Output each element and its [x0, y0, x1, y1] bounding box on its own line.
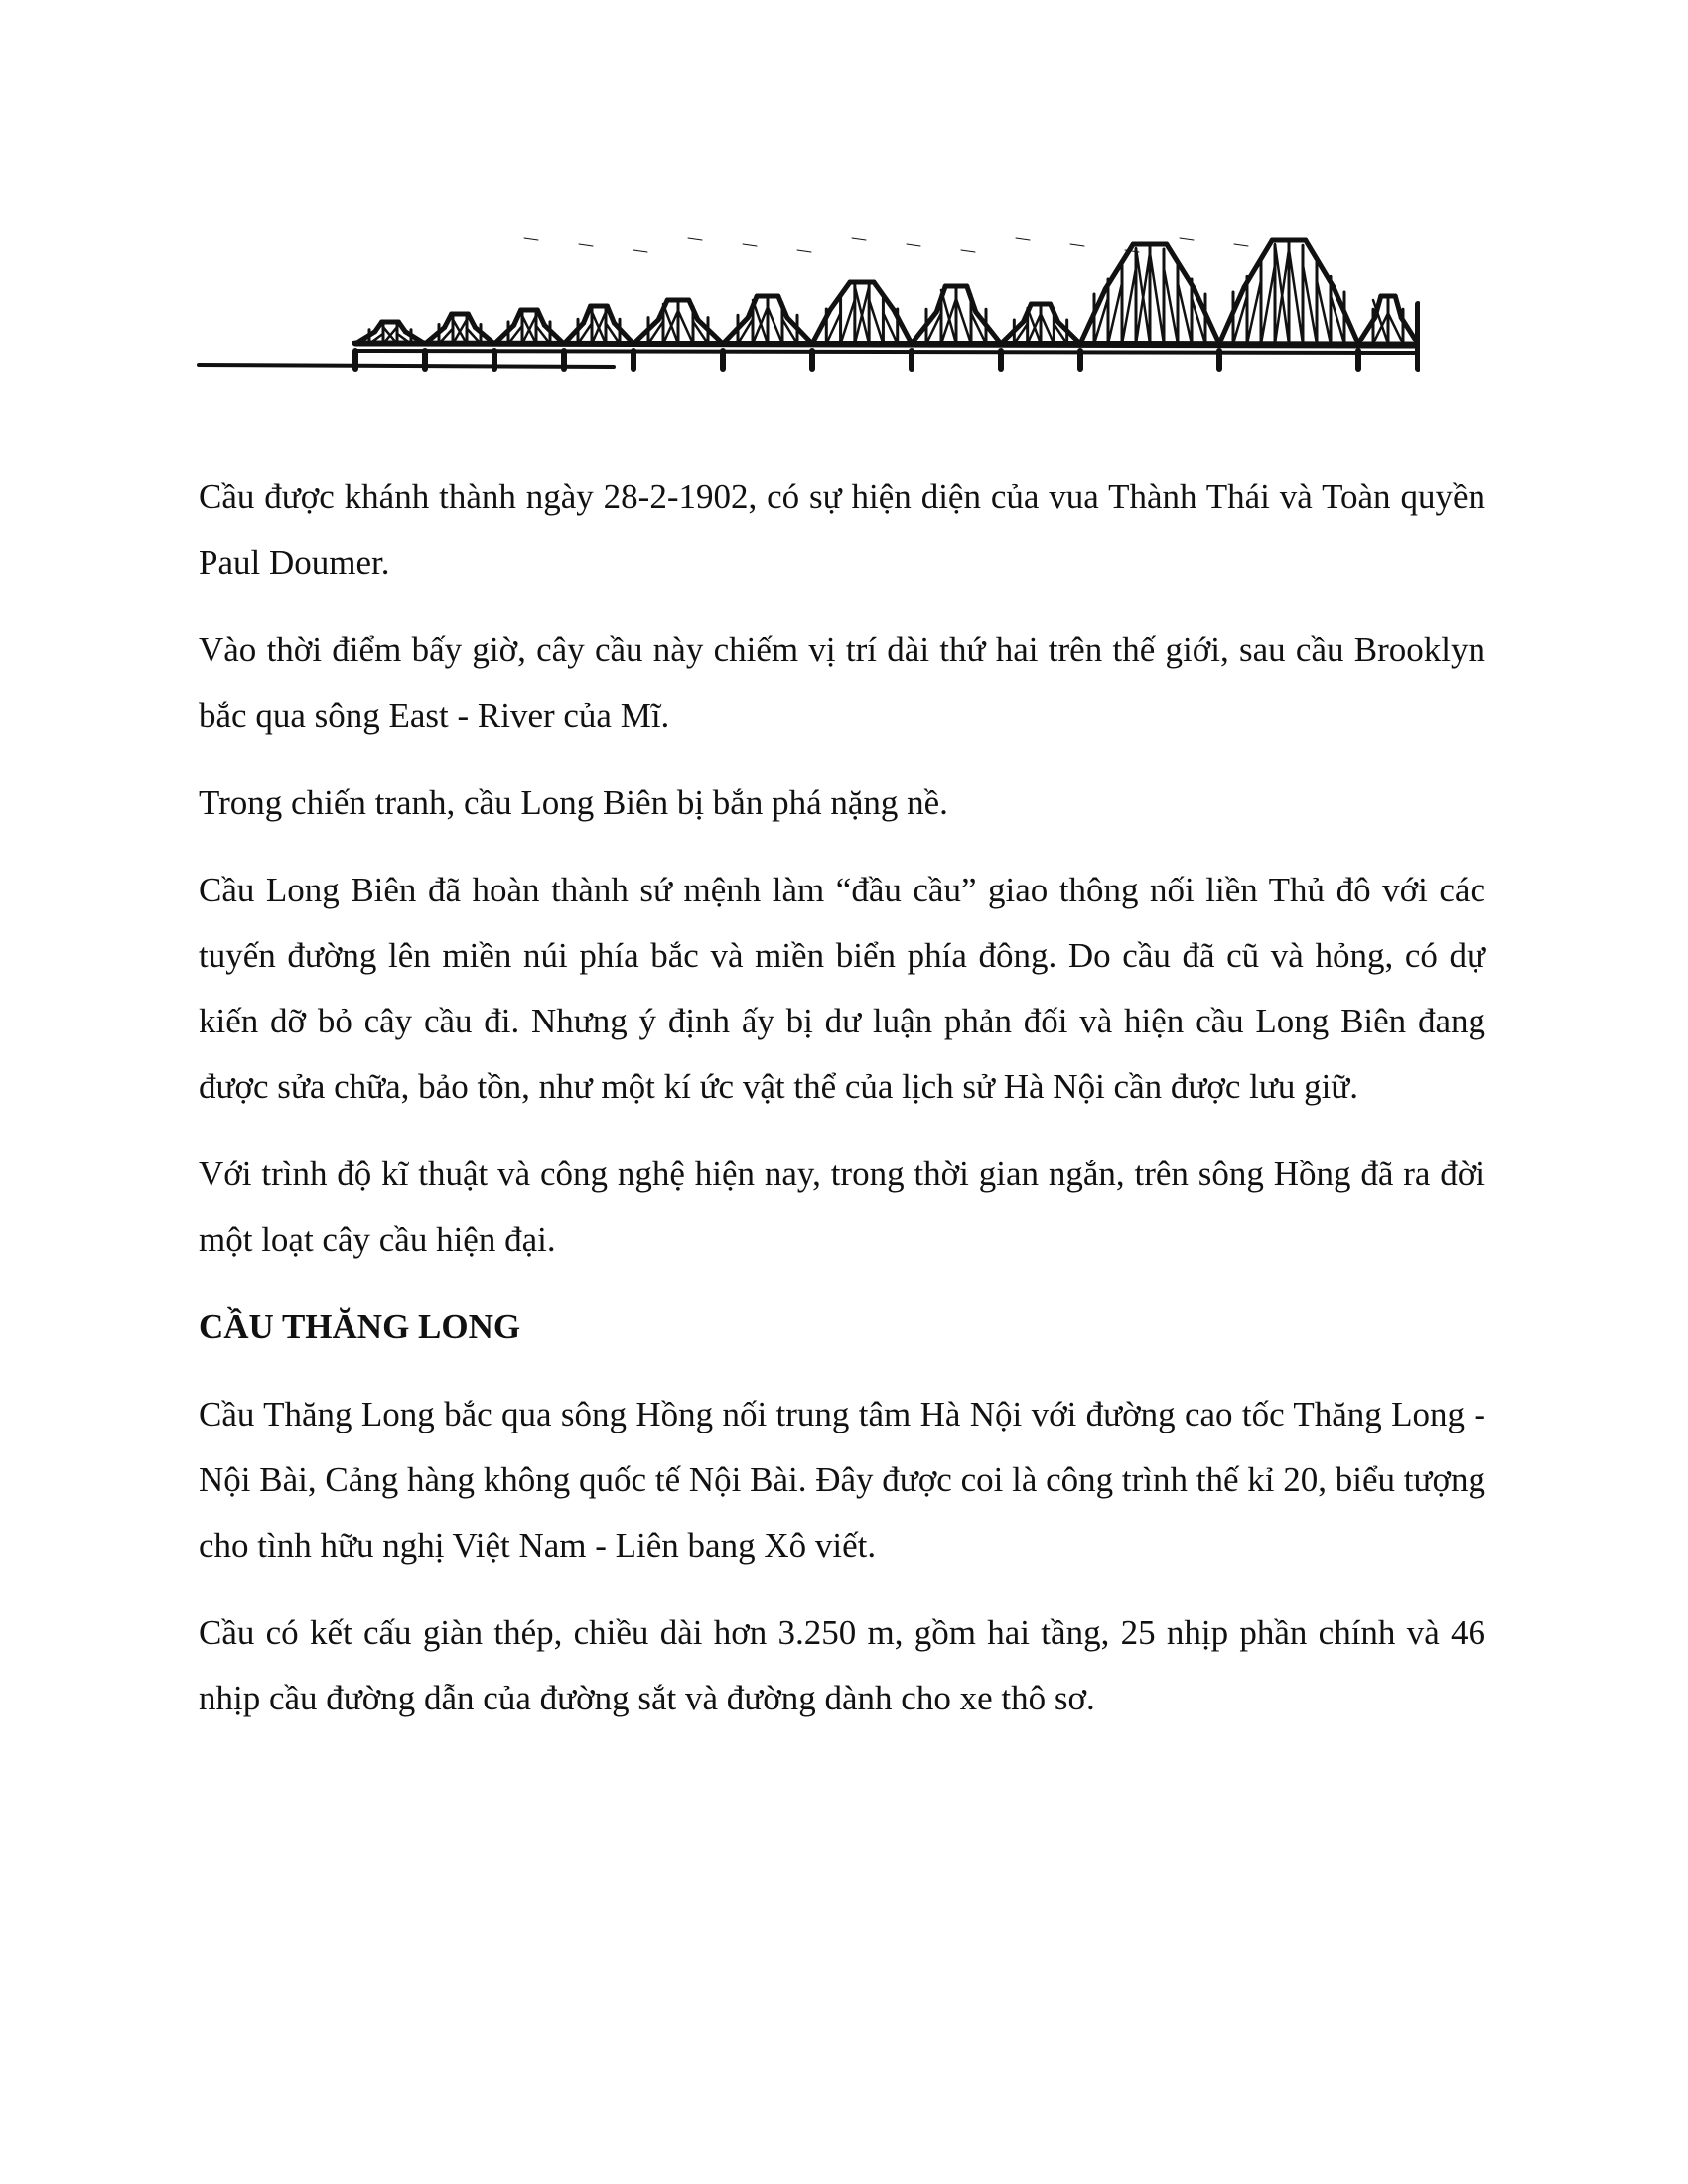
paragraph-thang-long-structure: Cầu có kết cấu giàn thép, chiều dài hơn 3.250 m, gồm hai tầng, 25 nhịp phần chính và 46 nhịp cầu đường dẫn của đường sắt và đường dành cho xe thô sơ. — [199, 1613, 1485, 1717]
paragraph-modern-bridges: Với trình độ kĩ thuật và công nghệ hiện nay, trong thời gian ngắn, trên sông Hồng đã ra đời một loạt cây cầu hiện đại. — [199, 1155, 1485, 1259]
paragraph-inauguration: Cầu được khánh thành ngày 28-2-1902, có sự hiện diện của vua Thành Thái và Toàn quyền Paul Doumer. — [199, 478, 1485, 582]
document-body — [199, 465, 1485, 1753]
paragraph-thang-long-intro: Cầu Thăng Long bắc qua sông Hồng nối trung tâm Hà Nội với đường cao tốc Thăng Long - Nội Bài, Cảng hàng không quốc tế Nội Bài. Đây được coi là công trình thế kỉ 20, biểu tượng cho tình hữu nghị Việt Nam - Liên bang Xô viết. — [199, 1395, 1485, 1565]
section-heading: CẦU THĂNG LONG — [199, 1307, 521, 1346]
paragraph-mission: Cầu Long Biên đã hoàn thành sứ mệnh làm “đầu cầu” giao thông nối liền Thủ đô với các tuyến đường lên miền núi phía bắc và miền biển phía đông. Do cầu đã cũ và hỏng, có dự kiến dỡ bỏ cây cầu đi. Nhưng ý định ấy bị dư luận phản đối và hiện cầu Long Biên đang được sửa chữa, bảo tồn, như một kí ức vật thể của lịch sử Hà Nội cần được lưu giữ. — [199, 871, 1485, 1106]
bridge-drawing — [197, 226, 1420, 395]
paragraph-wartime: Trong chiến tranh, cầu Long Biên bị bắn phá nặng nề. — [199, 783, 948, 822]
paragraph-second-longest: Vào thời điểm bấy giờ, cây cầu này chiếm vị trí dài thứ hai trên thế giới, sau cầu Brooklyn bắc qua sông East - River của Mĩ. — [199, 630, 1485, 735]
long-bien-bridge-sketch-icon — [197, 226, 1420, 395]
